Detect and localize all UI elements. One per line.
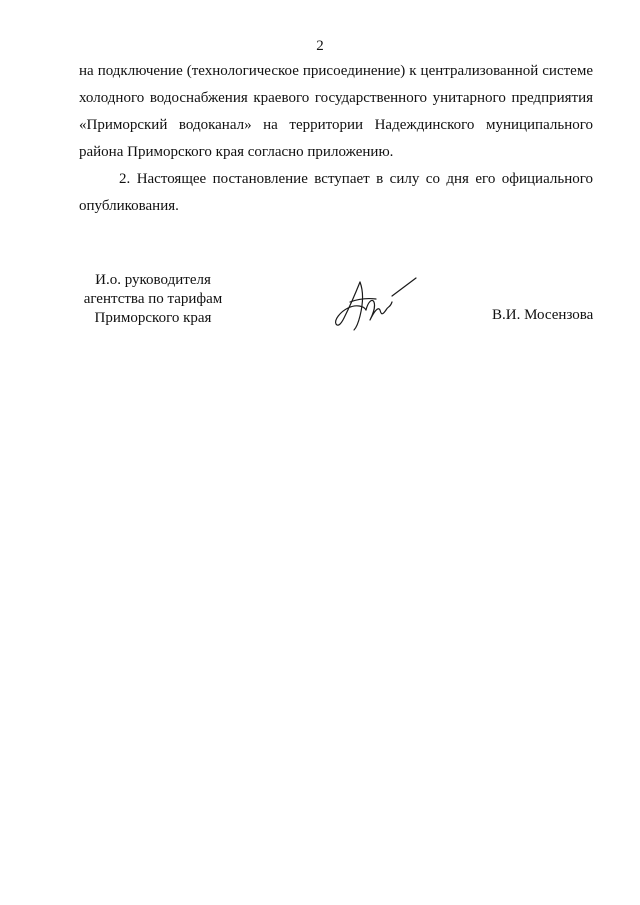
text-line: опубликования. [79, 198, 179, 214]
page-number: 2 [316, 38, 324, 54]
signatory-position-line: И.о. руководителя [95, 272, 211, 288]
paragraph-effective-date [79, 166, 593, 220]
text-line: 2. Настоящее постановление вступает в силу со дня его официального [119, 171, 593, 187]
signatory-position [78, 271, 228, 328]
handwritten-signature [330, 272, 420, 334]
document-body [79, 58, 593, 220]
text-line: холодного водоснабжения краевого государственного унитарного предприятия [79, 90, 593, 106]
text-line: «Приморский водоканал» на территории Надеждинского муниципального [79, 117, 593, 133]
signatory-position-line: Приморского края [94, 310, 212, 326]
paragraph-continuation [79, 58, 593, 166]
text-line: на подключение (технологическое присоединение) к централизованной системе [79, 63, 593, 79]
signatory-name: В.И. Мосензова [492, 307, 594, 323]
text-line: района Приморского края согласно приложению. [79, 144, 394, 160]
signatory-position-line: агентства по тарифам [83, 291, 223, 307]
